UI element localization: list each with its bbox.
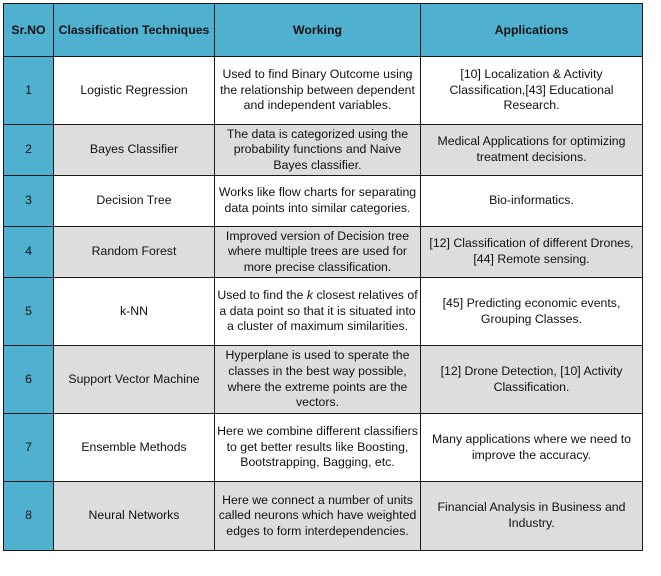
table-row — [4, 414, 643, 482]
applications-cell: Many applications where we need to improve the accuracy. — [421, 414, 643, 482]
table-row — [4, 125, 643, 176]
sr-cell: 2 — [4, 125, 54, 176]
table-row — [4, 278, 643, 346]
working-italic-k: k — [306, 288, 314, 303]
sr-cell: 6 — [4, 346, 54, 414]
working-cell: Improved version of Decision tree where multiple trees are used for more precise classification. — [215, 227, 421, 278]
sr-cell: 7 — [4, 414, 54, 482]
header-applications: Applications — [421, 4, 643, 57]
table-row — [4, 227, 643, 278]
technique-cell: Neural Networks — [54, 482, 215, 551]
sr-cell: 1 — [4, 57, 54, 125]
table-body — [4, 57, 643, 551]
working-text-before: Used to find the — [217, 288, 307, 303]
working-cell: Used to find Binary Outcome using the relationship between dependent and independent variables. — [215, 57, 421, 125]
table-header — [4, 4, 643, 57]
applications-cell: Bio-informatics. — [421, 176, 643, 227]
technique-cell: Ensemble Methods — [54, 414, 215, 482]
sr-cell: 3 — [4, 176, 54, 227]
sr-cell: 8 — [4, 482, 54, 551]
applications-cell: [12] Drone Detection, [10] Activity Classification. — [421, 346, 643, 414]
applications-cell: Financial Analysis in Business and Industry. — [421, 482, 643, 551]
technique-cell: k-NN — [54, 278, 215, 346]
working-text-after: closest relatives of a data point so that it is situated into a cluster of maximum similarities. — [219, 288, 418, 334]
applications-cell: [45] Predicting economic events, Grouping Classes. — [421, 278, 643, 346]
sr-cell: 4 — [4, 227, 54, 278]
table-row — [4, 482, 643, 551]
header-sr-no: Sr.NO — [4, 4, 54, 57]
table-row — [4, 346, 643, 414]
technique-cell: Logistic Regression — [54, 57, 215, 125]
working-cell: Works like flow charts for separating data points into similar categories. — [215, 176, 421, 227]
working-cell: The data is categorized using the probability functions and Naive Bayes classifier. — [215, 125, 421, 176]
technique-cell: Random Forest — [54, 227, 215, 278]
applications-cell: [10] Localization & Activity Classification,[43] Educational Research. — [421, 57, 643, 125]
header-working: Working — [215, 4, 421, 57]
working-cell — [215, 278, 421, 346]
table-row — [4, 57, 643, 125]
working-cell: Here we connect a number of units called neurons which have weighted edges to form interdependencies. — [215, 482, 421, 551]
table-row — [4, 176, 643, 227]
header-row — [4, 4, 643, 57]
technique-cell: Decision Tree — [54, 176, 215, 227]
technique-cell: Support Vector Machine — [54, 346, 215, 414]
applications-cell: Medical Applications for optimizing treatment decisions. — [421, 125, 643, 176]
working-cell: Here we combine different classifiers to get better results like Boosting, Bootstrapping, Bagging, etc. — [215, 414, 421, 482]
classification-techniques-table — [3, 3, 643, 551]
technique-cell: Bayes Classifier — [54, 125, 215, 176]
sr-cell: 5 — [4, 278, 54, 346]
working-cell: Hyperplane is used to sperate the classes in the best way possible, where the extreme points are the vectors. — [215, 346, 421, 414]
applications-cell: [12] Classification of different Drones,[44] Remote sensing. — [421, 227, 643, 278]
header-technique: Classification Techniques — [54, 4, 215, 57]
